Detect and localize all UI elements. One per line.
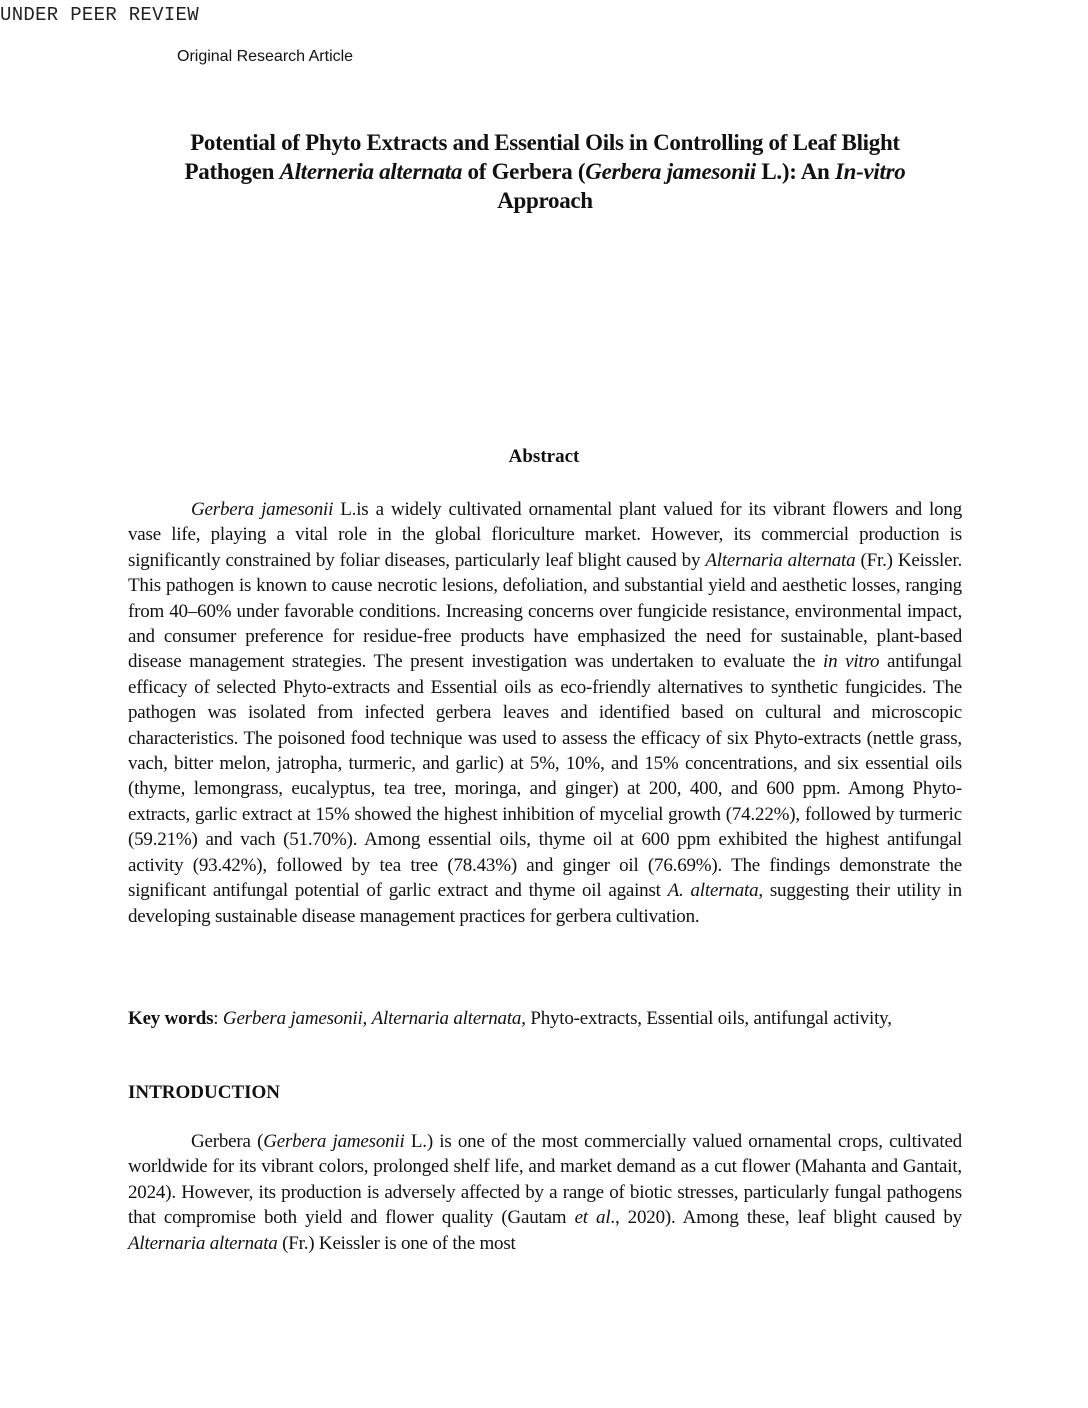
introduction-paragraph: Gerbera (Gerbera jamesonii L.) is one of the most commercially valued ornamental crops, cultivated worldwide for its vibrant colors, prolonged shelf life, and market demand as a cut flower (Mahanta and Gantait, 2024). However, its production is adversely affected by a range of biotic stresses, particularly fungal pathogens that compromise both yield and flower quality (Gautam et al., 2020). Among these, leaf blight caused by Alternaria alternata (Fr.) Keissler is one of the most <box>128 1131 962 1254</box>
peer-review-banner: UNDER PEER REVIEW <box>0 4 199 26</box>
keywords-label: Key words <box>128 1008 214 1029</box>
abstract-paragraph: Gerbera jamesonii L.is a widely cultivated ornamental plant valued for its vibrant flowers and long vase life, playing a vital role in the global floriculture market. However, its commercial production is significantly constrained by foliar diseases, particularly leaf blight caused by Alternaria alternata (Fr.) Keissler. This pathogen is known to cause necrotic lesions, defoliation, and substantial yield and aesthetic losses, ranging from 40–60% under favorable conditions. Increasing concerns over fungicide resistance, environmental impact, and consumer preference for residue-free products have emphasized the need for sustainable, plant-based disease management strategies. The present investigation was undertaken to evaluate the in vitro antifungal efficacy of selected Phyto-extracts and Essential oils as eco-friendly alternatives to synthetic fungicides. The pathogen was isolated from infected gerbera leaves and identified based on cultural and microscopic characteristics. The poisoned food technique was used to assess the efficacy of six Phyto-extracts (nettle grass, vach, bitter melon, jatropha, turmeric, and garlic) at 5%, 10%, and 15% concentrations, and six essential oils (thyme, lemongrass, eucalyptus, tea tree, moringa, and ginger) at 200, 400, and 600 ppm. Among Phyto-extracts, garlic extract at 15% showed the highest inhibition of mycelial growth (74.22%), followed by turmeric (59.21%) and vach (51.70%). Among essential oils, thyme oil at 600 ppm exhibited the highest antifungal activity (93.42%), followed by tea tree (78.43%) and ginger oil (76.69%). The findings demonstrate the significant antifungal potential of garlic extract and thyme oil against A. alternata, suggesting their utility in developing sustainable disease management practices for gerbera cultivation. <box>128 499 962 927</box>
introduction-heading: INTRODUCTION <box>128 1082 281 1103</box>
paper-title: Potential of Phyto Extracts and Essential Oils in Controlling of Leaf Blight Pathogen Alterneria alternata of Gerbera (Gerbera jamesonii L.): An In-vitro Approach <box>184 130 906 213</box>
title-pathogen-name: Alterneria alternata <box>279 159 463 184</box>
title-line-3: Approach <box>497 188 593 213</box>
abstract-heading: Abstract <box>508 446 580 467</box>
keywords-line: Key words: Gerbera jamesonii, Alternaria alternata, Phyto-extracts, Essential oils, antifungal activity, <box>128 1008 892 1029</box>
title-line-1: Potential of Phyto Extracts and Essential Oils in Controlling of Leaf Blight <box>190 130 900 155</box>
title-species-name: Gerbera jamesonii <box>585 159 756 184</box>
article-type-label: Original Research Article <box>177 48 354 65</box>
